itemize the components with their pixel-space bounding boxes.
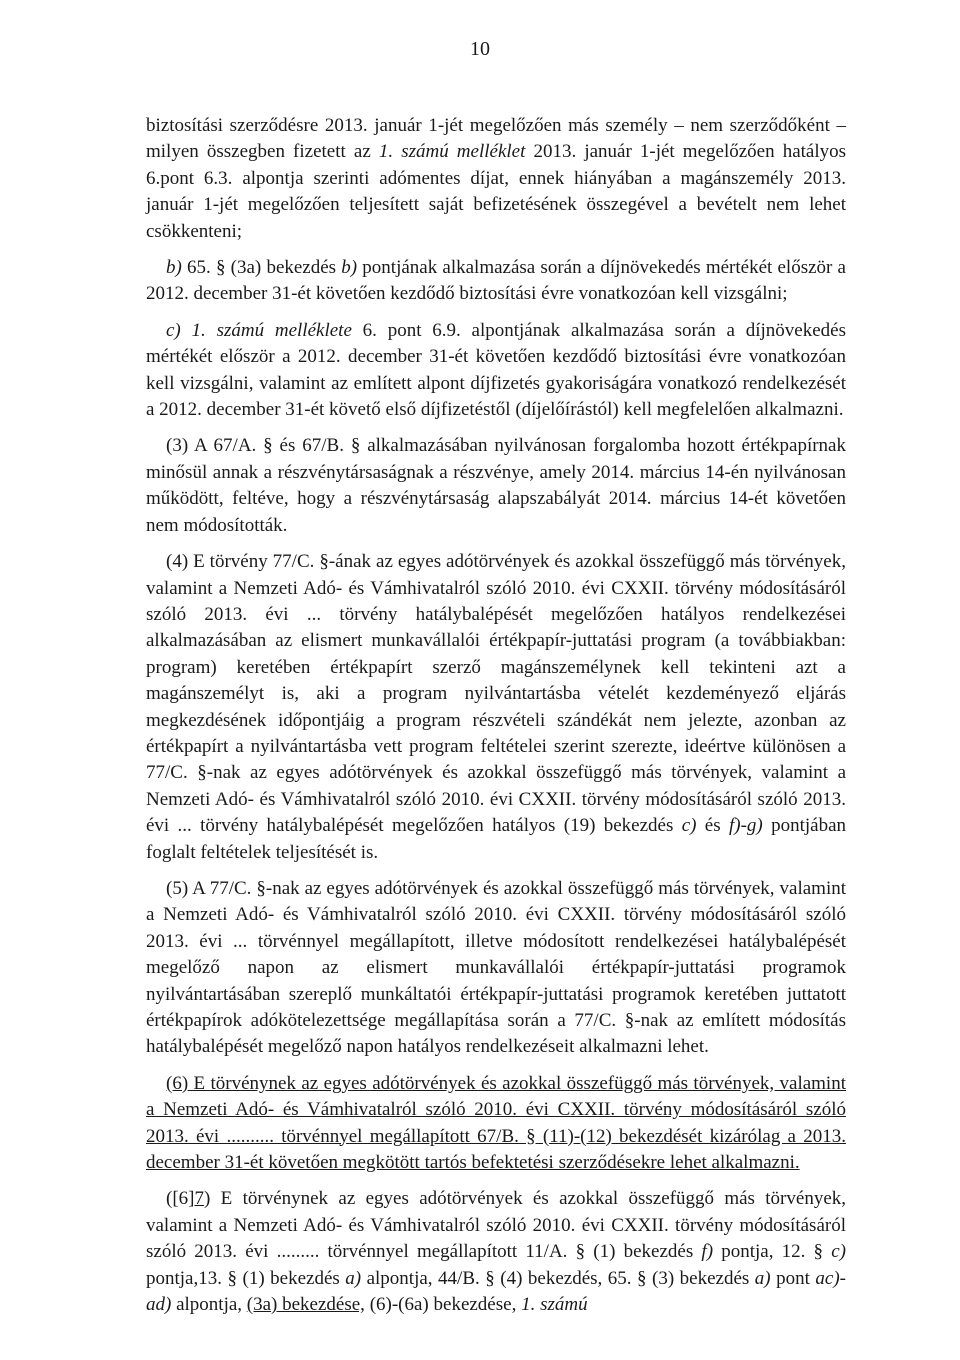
text-run: c) (681, 815, 697, 837)
paragraph (146, 876, 846, 1061)
text-run: pont (770, 1267, 816, 1289)
paragraph (146, 318, 846, 424)
page-number: 10 (470, 38, 490, 60)
text-run: f)-g) (728, 815, 763, 837)
paragraph (146, 1186, 846, 1318)
text-run: (5) A 77/C. §-nak az egyes adótörvények és azokkal összefüggő más törvények, valamint a Nemzeti Adó- és Vámhivatalról szóló 2010. évi CXXII. törvény módosításáról szóló 2013. évi ... törvénnyel megállapított, illetve módosított rendelkezései hatálybalépését megelőző napon az elismert munkavállalói értékpapír-juttatási programok nyilvántartásában szereplő munkáltatói értékpapír-juttatási programok keretében juttatott értékpapírok adókötelezettsége megállapítása során a 77/C. §-nak az említett módosítás hatálybalépését megelőző napon hatályos rendelkezéseit alkalmazni lehet. (146, 877, 846, 1058)
text-run: 1. számú melléklet (378, 141, 526, 163)
text-run: 1. számú (521, 1294, 588, 1316)
text-run: 2013. január 1-jét megelőzően hatályos 6.pont 6.3. alpontja szerinti adómentes díjat, ennek hiányában a magánszemély 2013. január 1-jét megelőzően teljesített saját befizetésének összegével a bevételt nem lehet csökkenteni; (146, 141, 847, 242)
text-run: (6) E törvénynek az egyes adótörvények és azokkal összefüggő más törvények, valamint a Nemzeti Adó- és Vámhivatalról szóló 2010. évi CXXII. törvény módosításáról szóló 2013. évi .......... törvénnyel megállapított 67/B. § (11)-(12) bekezdését kizárólag a 2013. december 31-ét követően megkötött tartós befektetési szerződésekre lehet alkalmazni. (146, 1072, 846, 1174)
text-run: b) (166, 257, 182, 279)
text-run: pontja, 12. § (713, 1241, 832, 1263)
text-run: a) (754, 1267, 771, 1289)
text-run: c) (831, 1241, 846, 1263)
text-run: és (696, 815, 729, 837)
text-run: pontjában foglalt feltételek teljesítését is. (146, 815, 847, 863)
text-run: alpontja, 44/B. § (4) bekezdés, 65. § (3) bekezdés (361, 1267, 755, 1289)
text-run: 65. § (3a) bekezdés (181, 257, 342, 279)
text-run: pontja,13. § (1) bekezdés (146, 1267, 346, 1289)
text-run: 6. pont 6.9. alpontjának alkalmazása során a díjnövekedés mértékét először a 2012. december 31-ét követően kezdődő biztosítási évre vonatkozóan kell vizsgálni, valamint az említett alpont díjfizetés gyakoriságára vonatkozó rendelkezését a 2012. december 31-ét követő első díjfizetéstől (díjelőírástól) kell megfelelően alkalmazni. (146, 319, 846, 421)
text-run: b) (341, 257, 358, 279)
text-run: pontjának alkalmazása során a díjnövekedés mértékét először a 2012. december 31-ét követően kezdődő biztosítási évre vonatkozóan kell vizsgálni; (146, 257, 846, 305)
text-run: f) (701, 1241, 714, 1263)
document-body (146, 113, 846, 1318)
paragraph (146, 255, 846, 308)
text-run: (6)-(6a) bekezdése, (364, 1294, 522, 1316)
text-run: ) E törvénynek az egyes adótörvények és azokkal összefüggő más törvények, valamint a Nemzeti Adó- és Vámhivatalról szóló 2010. évi CXXII. törvény módosításáról szóló 2013. évi ......... törvénnyel megállapított 11/A. § (1) bekezdés (146, 1188, 846, 1263)
paragraph (146, 113, 846, 245)
text-run: 7 (194, 1188, 204, 1210)
paragraph (146, 1071, 846, 1177)
text-run: a) (345, 1267, 362, 1289)
text-run: biztosítási szerződésre 2013. január 1-jét megelőzően más személy – nem szerződőként – milyen összegben fizetett az (146, 115, 846, 163)
text-run: (4) E törvény 77/C. §-ának az egyes adótörvények és azokkal összefüggő más törvények, valamint a Nemzeti Adó- és Vámhivatalról szóló 2010. évi CXXII. törvény módosításáról szóló 2013. évi ... törvény hatálybalépését megelőzően hatályos rendelkezései alkalmazásában az elismert munkavállalói értékpapír-juttatási program (a továbbiakban: program) keretében értékpapírt szerző magánszemélynek kell tekinteni azt a magánszemélyt is, aki a program nyilvántartásba vételét kezdeményező eljárás megkezdésének időpontjáig a program részvételi szándékát nem jelezte, azonban az értékpapírt a nyilvántartásba vett program feltételei szerint szerezte, ideértve különösen a 77/C. §-nak az egyes adótörvények és azokkal összefüggő más törvények, valamint a Nemzeti Adó- és Vámhivatalról szóló 2010. évi CXXII. törvény módosításáról szóló 2013. évi ... törvény hatálybalépését megelőzően hatályos (19) bekezdés (146, 551, 846, 837)
paragraph (146, 549, 846, 866)
text-run: (3a) bekezdése, (246, 1294, 365, 1316)
paragraph (146, 433, 846, 539)
text-run: (3) A 67/A. § és 67/B. § alkalmazásában nyilvánosan forgalomba hozott értékpapírnak minősül annak a részvénytársaságnak a részvénye, amely 2014. március 14-én nyilvánosan működött, feltéve, hogy a részvénytársaság alapszabályát 2014. március 14-ét követően nem módosították. (146, 435, 846, 536)
text-run: ac)-ad) (146, 1267, 846, 1316)
text-run: ([6] (166, 1188, 195, 1210)
text-run: c) 1. számú melléklete (166, 319, 352, 341)
text-run: alpontja, (171, 1294, 247, 1316)
